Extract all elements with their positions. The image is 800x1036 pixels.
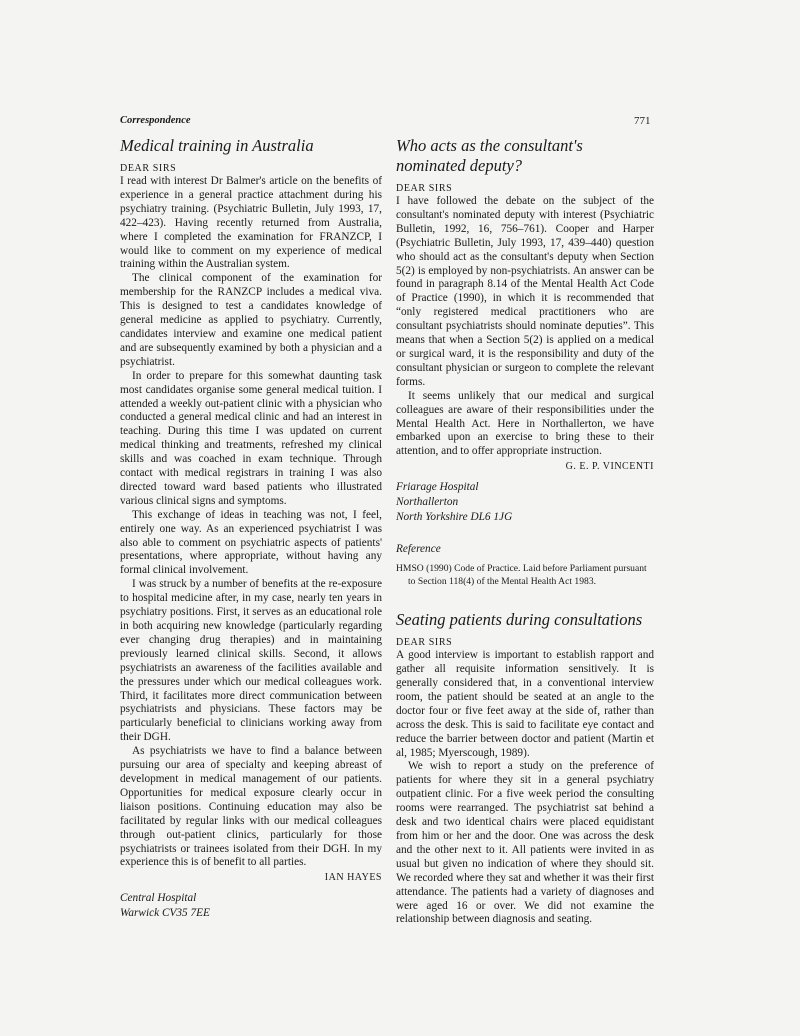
paragraph: We wish to report a study on the preference of patients for where they sit in a general psychiatry outpatient clinic. For a five week period the consulting rooms were rearranged. The psychiatrist sat behind a desk and two identical chairs were placed equidistant from him or her and the door. One was across the desk and the other next to it. All patients were invited in as usual but given no indication of where they should sit. We recorded where they sat and whether it was their first attendance. The patients had a variety of diagnoses and were aged 16 or over. We did not examine the relationship between diagnosis and seating. <box>396 760 654 926</box>
article-title: Seating patients during consultations <box>396 610 643 630</box>
paragraph: As psychiatrists we have to find a balance between pursuing our area of specialty and keeping abreast of development in medical management of our patients. Opportunities for medical exposure clearly occur in liaison positions. Continuing education may also be facilitated by regular links with our medical colleagues through out-patient clinics, particularly for those psychiatrists or trainees isolated from their DGH. In my experience this is of benefit to all parties. <box>120 745 382 869</box>
paragraph: A good interview is important to establish rapport and gather all requisite information sensitively. It is generally considered that, in a conventional interview room, the patient should be seated at an angle to the doctor four or five feet away at the side of, rather than across the desk. This is said to facilitate eye contact and reduce the barrier between doctor and patient (Martin et al, 1985; Myerscough, 1989). <box>396 649 654 759</box>
page-number: 771 <box>634 115 651 127</box>
paragraph: The clinical component of the examination for membership for the RANZCP includes a medical viva. This is designed to test a candidates knowledge of general medicine as applied to psychiatry. Currently, candidates interview and examine one medical patient and are subsequently examined by both a physician and a psychiatrist. <box>120 272 382 368</box>
author-address-line: North Yorkshire DL6 1JG <box>396 511 513 524</box>
author-address-line: Friarage Hospital <box>396 481 479 494</box>
paragraph: I was struck by a number of benefits at the re-exposure to hospital medicine after, in my case, nearly ten years in psychiatry positions. First, it serves as an educational role in both acquiring new knowledge (particularly regarding ever changing drug therapies) and in maintaining previously learned clinical skills. Second, it allows psychiatrists an awareness of the facilities available and the pressures under which our medical colleagues work. Third, it facilitates more direct communication between psychiatrists and physicians. These factors may be particularly beneficial to clinicians working away from their DGH. <box>120 578 382 744</box>
paragraph: I read with interest Dr Balmer's article on the benefits of experience in a general practice attachment during his psychiatry training. (Psychiatric Bulletin, July 1993, 17, 422–423). Having recently returned from Australia, where I completed the examination for FRANZCP, I would like to comment on my experience of medical training within the Australian system. <box>120 175 382 271</box>
salutation: DEAR SIRS <box>396 183 453 194</box>
paragraph: This exchange of ideas in teaching was not, I feel, entirely one way. As an experienced psychiatrist I was also able to comment on psychiatric aspects of patients' presentations, where appropriate, without having any formal clinical involvement. <box>120 508 382 577</box>
right-column <box>396 136 654 927</box>
reference-heading: Reference <box>396 543 441 556</box>
article-title: Medical training in Australia <box>120 136 314 155</box>
left-column <box>120 136 382 921</box>
author-address-line: Northallerton <box>396 496 459 509</box>
paragraph: In order to prepare for this somewhat daunting task most candidates organise some general medical tuition. I attended a weekly out-patient clinic with a physician who conducted a general medical clinic and had an interest in teaching. During this time I was updated on current medical thinking and treatments, refreshed my clinical skills and was coached in exam technique. Through contact with medical registrars in training I was also directed toward ward based patients who illustrated various clinical signs and symptoms. <box>120 369 382 507</box>
author-address-line: Warwick CV35 7EE <box>120 907 210 920</box>
article-title: Who acts as the consultant's nominated deputy? <box>396 136 583 175</box>
reference-entry: HMSO (1990) Code of Practice. Laid before Parliament pursuant to Section 118(4) of the Mental Health Act 1983. <box>396 563 647 587</box>
author-signature: G. E. P. VINCENTI <box>565 461 654 473</box>
author-signature: IAN HAYES <box>324 872 382 884</box>
author-address-line: Central Hospital <box>120 892 197 905</box>
salutation: DEAR SIRS <box>120 163 177 174</box>
salutation: DEAR SIRS <box>396 637 453 649</box>
paragraph: It seems unlikely that our medical and surgical colleagues are aware of their responsibilities under the Mental Health Act. Here in Northallerton, we have embarked upon an exercise to bring these to their attention, and to offer appropriate instruction. <box>396 389 654 458</box>
running-head: Correspondence <box>120 115 191 126</box>
article-separator <box>396 588 654 610</box>
paragraph: I have followed the debate on the subject of the consultant's nominated deputy with interest (Psychiatric Bulletin, 1992, 16, 756–761). Cooper and Harper (Psychiatric Bulletin, July 1993, 17, 439–440) question who should act as the consultant's deputy when Section 5(2) is employed by non-psychiatrists. An answer can be found in paragraph 8.14 of the Mental Health Act Code of Practice (1990), in which it is recommended that “only registered medical practitioners who are consultant psychiatrists should nominate deputies”. This means that when a Section 5(2) is applied on a medical or surgical ward, it is the responsibility and duty of the consultant physician or surgeon to complete the relevant forms. <box>396 195 654 388</box>
